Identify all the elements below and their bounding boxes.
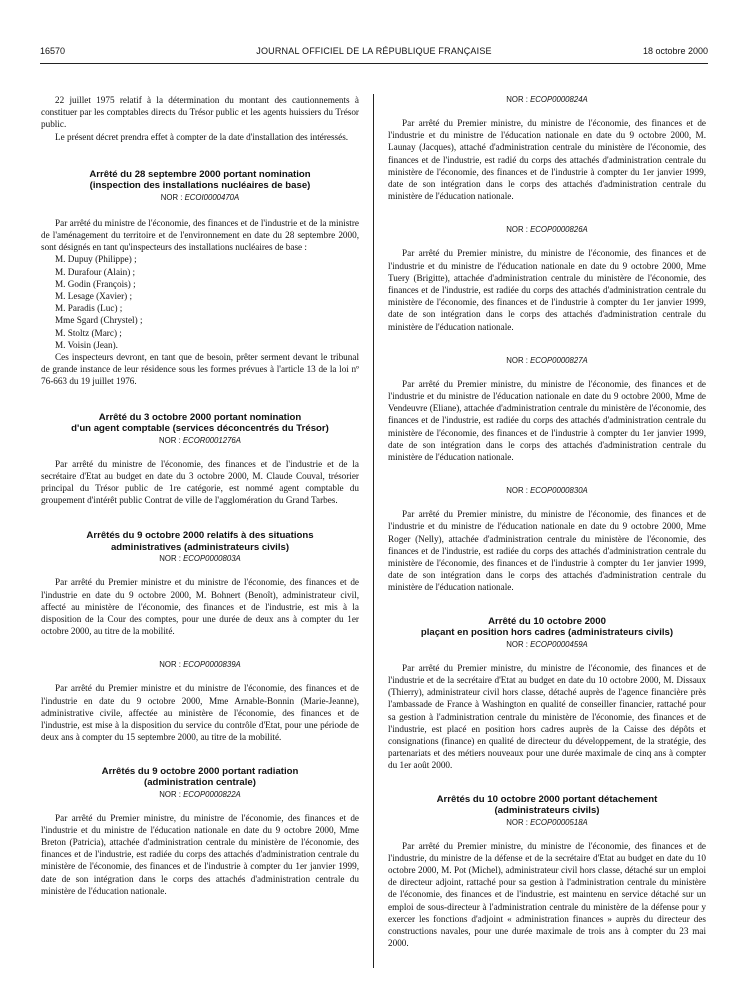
- nor-reference: NOR : ECOR0001276A: [159, 435, 241, 445]
- nor-reference: NOR : ECOP0000824A: [506, 95, 588, 104]
- nor-reference: NOR : ECOP0000830A: [506, 486, 588, 496]
- section-title: Arrêté du 28 septembre 2000 portant nomination (inspection des installations nucléaires de base): [89, 168, 311, 192]
- decree-paragraph: Par arrêté du Premier ministre, du ministre de l'économie, des finances et de l'industrie et du ministre de l'éducation nationale en date du 9 octobre 2000, Mme Breton (Patricia), attachée d'administration centrale du ministère de l'économie, des finances et de l'industrie, est radiée du corps des attachés d'administration centrale du ministère de l'économie, des finances et de l'industrie à compter du 1er janvier 1999, date de son intégration dans le corps des attachés d'administration centrale du ministère de l'éducation nationale.: [41, 812, 359, 896]
- header-rule: [40, 63, 708, 64]
- section-title: Arrêté du 10 octobre 2000 plaçant en position hors cadres (administrateurs civils): [420, 615, 674, 639]
- decree-paragraph: Par arrêté du Premier ministre, du ministre de l'économie, des finances et de l'industrie, du ministre de la défense et de la secrétaire d'Etat au budget en date du 10 octobre 2000, M. Pot (Michel), administrateur civil hors classe, détaché sur un emploi de directeur adjoint, rattaché pour sa gestion à l'administration centrale du ministère de l'économie, des finances et de l'industrie, est maintenu en service détaché sur un emploi de sous-directeur à l'administration centrale du ministère de la défense pour y exercer les fonctions d'adjoint « administration finances » auprès du directeur des constructions navales, pour une durée maximale de trois ans à compter du 23 mai 2000.: [388, 840, 706, 949]
- list-item: M. Durafour (Alain) ;: [55, 266, 136, 277]
- issue-date: 18 octobre 2000: [642, 46, 708, 56]
- intro-paragraph: 22 juillet 1975 relatif à la détermination du montant des cautionnements à constituer par les comptables directs du Trésor public et les agents huissiers du Trésor public.: [41, 95, 359, 130]
- decree-paragraph: Par arrêté du Premier ministre, du ministre de l'économie, des finances et de l'industrie et du ministre de l'éducation nationale en date du 9 octobre 2000, M. Launay (Jacques), attaché d'administration centrale du ministère de l'économie, des finances et de l'industrie, est radié du corps des attachés d'administration centrale du ministère de l'économie, des finances et de l'industrie à compter du 1er janvier 1999, date de son intégration dans le corps des attachés d'administration centrale du ministère de l'éducation nationale.: [388, 118, 706, 202]
- journal-title: JOURNAL OFFICIEL DE LA RÉPUBLIQUE FRANÇAISE: [256, 46, 492, 56]
- list-item: Mme Sgard (Chrystel) ;: [55, 315, 143, 326]
- list-item: M. Paradis (Luc) ;: [55, 303, 123, 314]
- left-column: [41, 94, 359, 897]
- nor-reference: NOR : ECOP0000827A: [506, 355, 588, 365]
- list-item: M. Lesage (Xavier) ;: [55, 291, 133, 302]
- nor-reference: NOR : ECOP0000839A: [159, 660, 241, 670]
- decree-paragraph: Par arrêté du Premier ministre, du ministre de l'économie, des finances et de l'industrie et du ministre de l'éducation nationale en date du 9 octobre 2000, Mme Tuery (Brigitte), attachée d'administration centrale du ministère de l'économie, des finances et de l'industrie, est radiée du corps des attachés d'administration centrale du ministère de l'économie, des finances et de l'industrie à compter du 1er janvier 1999, date de son intégration dans le corps des attachés d'administration centrale du ministère de l'éducation nationale.: [388, 248, 706, 332]
- list-item: M. Stoltz (Marc) ;: [55, 327, 122, 338]
- section-title: Arrêté du 3 octobre 2000 portant nomination d'un agent comptable (services déconcentrés du Trésor): [71, 411, 329, 435]
- section-title: Arrêtés du 9 octobre 2000 portant radiation (administration centrale): [101, 765, 299, 788]
- decree-paragraph: Ces inspecteurs devront, en tant que de besoin, prêter serment devant le tribunal de grande instance de leur résidence sous les formes prévues à l'article 13 de la loi nº 76-663 du 19 juillet 1976.: [41, 352, 359, 387]
- right-column: [388, 94, 706, 949]
- intro-paragraph-2: Le présent décret prendra effet à compter de la date d'installation des intéressés.: [55, 131, 349, 142]
- page-header: [40, 46, 708, 60]
- column-divider: [373, 94, 374, 968]
- nor-reference: NOR : ECOP0000518A: [506, 817, 588, 827]
- decree-paragraph: Par arrêté du ministre de l'économie, des finances et de l'industrie et de la secrétaire d'Etat au budget en date du 3 octobre 2000, M. Claude Couval, trésorier principal du Trésor public de 1re catégorie, est nommé agent comptable du groupement d'intérêt public Contrat de ville de l'agglomération du Grand Tarbes.: [41, 458, 359, 506]
- page-number: 16570: [40, 46, 66, 56]
- section-title: Arrêtés du 9 octobre 2000 relatifs à des situations administratives (administrateurs civils): [86, 530, 314, 553]
- list-item: M. Dupuy (Philippe) ;: [55, 254, 137, 265]
- section-title: Arrêtés du 10 octobre 2000 portant détachement (administrateurs civils): [436, 793, 658, 817]
- names-list: [41, 253, 359, 351]
- list-item: M. Voisin (Jean).: [55, 339, 118, 350]
- decree-paragraph: Par arrêté du ministre de l'économie, des finances et de l'industrie et de la ministre de l'aménagement du territoire et de l'environnement en date du 28 septembre 2000, sont désignés en tant qu'inspecteurs des installations nucléaires de base :: [41, 217, 359, 253]
- nor-reference: NOR : ECOP0000459A: [506, 639, 588, 649]
- nor-reference: NOR : ECOP0000803A: [159, 554, 241, 564]
- decree-paragraph: Par arrêté du Premier ministre, du ministre de l'économie, des finances et de l'industrie et du ministre de l'éducation nationale en date du 9 octobre 2000, Mme Roger (Nelly), attachée d'administration centrale du ministère de l'économie, des finances et de l'industrie, est radiée du corps des attachés d'administration centrale du ministère de l'économie, des finances et de l'industrie à compter du 1er janvier 1999, date de son intégration dans le corps des attachés d'administration centrale du ministère de l'éducation nationale.: [388, 509, 706, 593]
- decree-paragraph: Par arrêté du Premier ministre, du ministre de l'économie, des finances et de l'industrie et de la secrétaire d'Etat au budget en date du 10 octobre 2000, M. Dissaux (Thierry), administrateur civil hors classe, détaché auprès de l'agence financière près l'ambassade de France à Washington en qualité de conseiller financier, rattaché pour sa gestion à l'administration centrale du ministère de l'économie, des finances et de l'industrie, est placé en position hors cadres auprès de la Caisse des dépôts et consignations (finance) en qualité de directeur du développement, de la stratégie, des partenariats et des métiers nouveaux pour une durée maximale de cinq ans à compter du 1er août 2000.: [388, 662, 706, 771]
- decree-paragraph: Par arrêté du Premier ministre, du ministre de l'économie, des finances et de l'industrie et du ministre de l'éducation nationale en date du 9 octobre 2000, Mme de Vendeuvre (Eliane), attachée d'administration centrale du ministère de l'économie, des finances et de l'industrie, est radiée du corps des attachés d'administration centrale du ministère de l'économie, des finances et de l'industrie à compter du 1er janvier 1999, date de son intégration dans le corps des attachés d'administration centrale du ministère de l'éducation nationale.: [388, 378, 706, 463]
- nor-reference: NOR : ECOP0000826A: [506, 225, 588, 235]
- decree-paragraph: Par arrêté du Premier ministre et du ministre de l'économie, des finances et de l'industrie en date du 9 octobre 2000, M. Bohnert (Benoît), administrateur civil, affecté au ministère de l'économie, des finances et de l'industrie, est mis à la disposition de la Cour des comptes, pour une durée de deux ans à compter du 1er octobre 2000, au titre de la mobilité.: [41, 577, 359, 637]
- decree-paragraph: Par arrêté du Premier ministre et du ministre de l'économie, des finances et de l'industrie en date du 9 octobre 2000, Mme Arnable-Bonnin (Marie-Jeanne), administrative civile, affectée au ministère de l'économie, des finances et de l'industrie, est mise à la disposition du service du contrôle d'Etat, pour une période de deux ans à compter du 15 septembre 2000, au titre de la mobilité.: [41, 683, 359, 743]
- nor-reference: NOR : ECOI0000470A: [160, 192, 240, 202]
- list-item: M. Godin (François) ;: [55, 278, 136, 289]
- nor-reference: NOR : ECOP0000822A: [159, 789, 241, 799]
